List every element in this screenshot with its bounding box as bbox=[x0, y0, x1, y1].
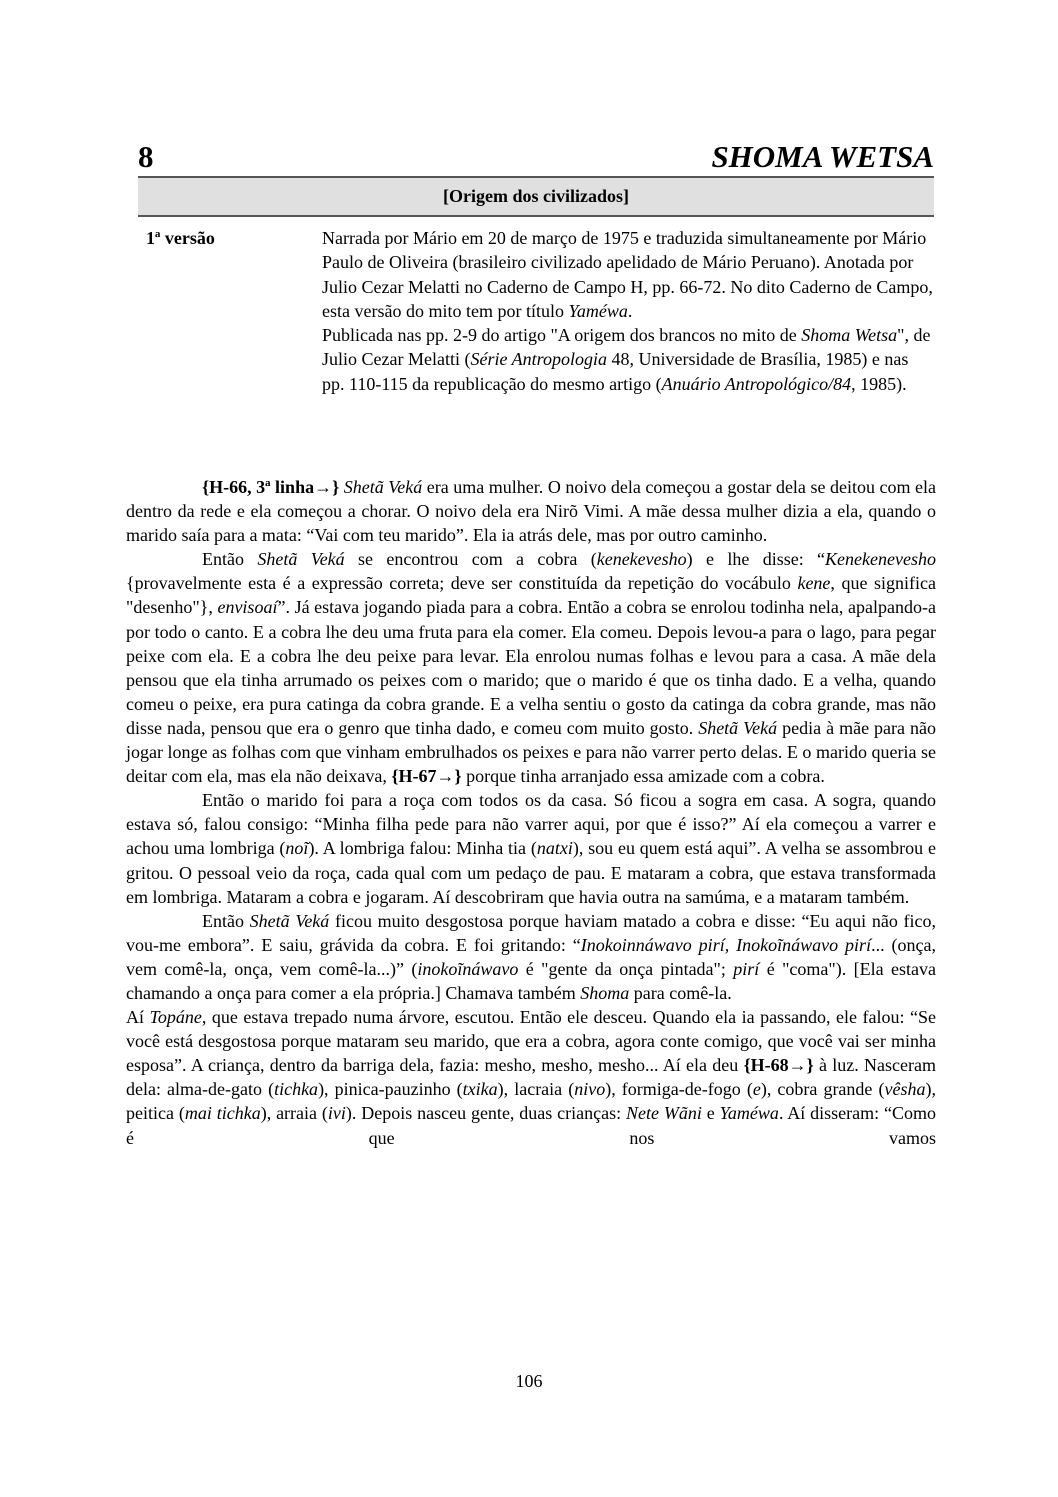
page-number: 106 bbox=[515, 1371, 543, 1391]
version-description bbox=[322, 226, 934, 396]
page-reference: {H-66, 3ª linha→} bbox=[202, 477, 340, 497]
version-paragraph: Narrada por Mário em 20 de março de 1975 e traduzida simultaneamente por Mário Paulo de Oliveira (brasileiro civilizado apelidado de Mário Peruano). Anotada por Julio Cezar Melatti no Caderno de Campo H, pp. 66-72. No dito Caderno de Campo, esta versão do mito tem por título Yaméwa. bbox=[322, 228, 933, 321]
body-paragraph: Então Shetã Veká ficou muito desgostosa porque haviam matado a cobra e disse: “Eu aqui não fico, vou-me embora”. E saiu, grávida da cobra. E foi gritando: “Inokoinnáwavo pirí, Inokoĩnáwavo pirí... (onça, vem comê-la, onça, vem comê-la...)” (inokoĩnáwavo é "gente da onça pintada"; pirí é "coma"). [Ela estava chamando a onça para comer a ela própria.] Chamava também Shoma para comê-la. bbox=[126, 910, 936, 1003]
body-text bbox=[126, 475, 936, 1150]
version-paragraph: Publicada nas pp. 2-9 do artigo "A origem dos brancos no mito de Shoma Wetsa", de Julio Cezar Melatti (Série Antropologia 48, Universidade de Brasília, 1985) e nas pp. 110-115 da republicação do mesmo artigo (Anuário Antropológico/84, 1985). bbox=[322, 325, 931, 394]
page-reference: {H-68→} bbox=[743, 1055, 814, 1076]
body-paragraph: {H-66, 3ª linha→} Shetã Veká era uma mulher. O noivo dela começou a gostar dela se deitou com ela dentro da rede e ela começou a chorar. O noivo dela era Nirõ Vimi. A mãe dessa mulher dizia a ela, quando o marido saía para a mata: “Vai com teu marido”. Ela ia atrás dele, mas por outro caminho. bbox=[126, 477, 937, 546]
chapter-title: SHOMA WETSA bbox=[711, 139, 934, 174]
chapter-header bbox=[138, 136, 934, 174]
chapter-number: 8 bbox=[138, 139, 154, 174]
body-paragraph: Então Shetã Veká se encontrou com a cobra (kenekevesho) e lhe disse: “Kenekenevesho {provavelmente esta é a expressão correta; deve ser constituída da repetição do vocábulo kene, que significa "desenho"}, envisoaí”. Já estava jogando piada para a cobra. Então a cobra se enrolou todinha nela, apalpando-a por todo o canto. E a cobra lhe deu uma fruta para ela comer. Ela comeu. Depois levou-a para o lago, para pegar peixe com ela. E a cobra lhe deu peixe para levar. Ela enrolou numas folhas e levou para a casa. A mãe dela pensou que ela tinha arrumado os peixes com o marido; que o marido é que os tinha dado. E a velha, quando comeu o peixe, era pura catinga da cobra grande. E a velha sentiu o gosto da catinga da cobra grande, mas não disse nada, pensou que era o genro que tinha dado, e comeu com muito gosto. Shetã Veká pedia à mãe para não jogar longe as folhas com que vinham embrulhados os peixes e para não varrer perto delas. E o marido queria se deitar com ela, mas ela não deixava, {H-67→} porque tinha arranjado essa amizade com a cobra. bbox=[126, 549, 937, 787]
version-block bbox=[146, 226, 936, 396]
page-reference: {H-67→} bbox=[391, 766, 462, 787]
section-title: [Origem dos civilizados] bbox=[443, 186, 629, 206]
body-paragraph: Aí Topáne, que estava trepado numa árvore, escutou. Então ele desceu. Quando ela ia passando, ele falou: “Se você está desgostosa porque mataram seu marido, que era a cobra, agora conte comigo, que você vai ser minha esposa”. A criança, dentro da barriga dela, fazia: mesho, mesho, mesho... Aí ela deu {H-68→} à luz. Nasceram dela: alma-de-gato (tichka), pinica-pauzinho (txika), lacraia (nivo), formiga-de-fogo (e), cobra grande (vêsha), peitica (mai tichka), arraia (ivi). Depois nasceu gente, duas crianças: Nete Wãni e Yaméwa. Aí disseram: “Como é que nos vamos bbox=[126, 1007, 937, 1148]
body-paragraph: Então o marido foi para a roça com todos os da casa. Só ficou a sogra em casa. A sogra, quando estava só, falou consigo: “Minha filha pede para não varrer aqui, por que é isso?” Aí ela começou a varrer e achou uma lombriga (noĩ). A lombriga falou: Minha tia (natxi), sou eu quem está aqui”. A velha se assombrou e gritou. O pessoal veio da roça, cada qual com um pedaço de pau. E mataram a cobra, que estava transformada em lombriga. Mataram a cobra e jogaram. Aí descobriram que havia outra na samúma, e a mataram também. bbox=[126, 790, 936, 907]
version-label: 1ª versão bbox=[146, 228, 215, 248]
section-title-bar bbox=[138, 176, 934, 217]
